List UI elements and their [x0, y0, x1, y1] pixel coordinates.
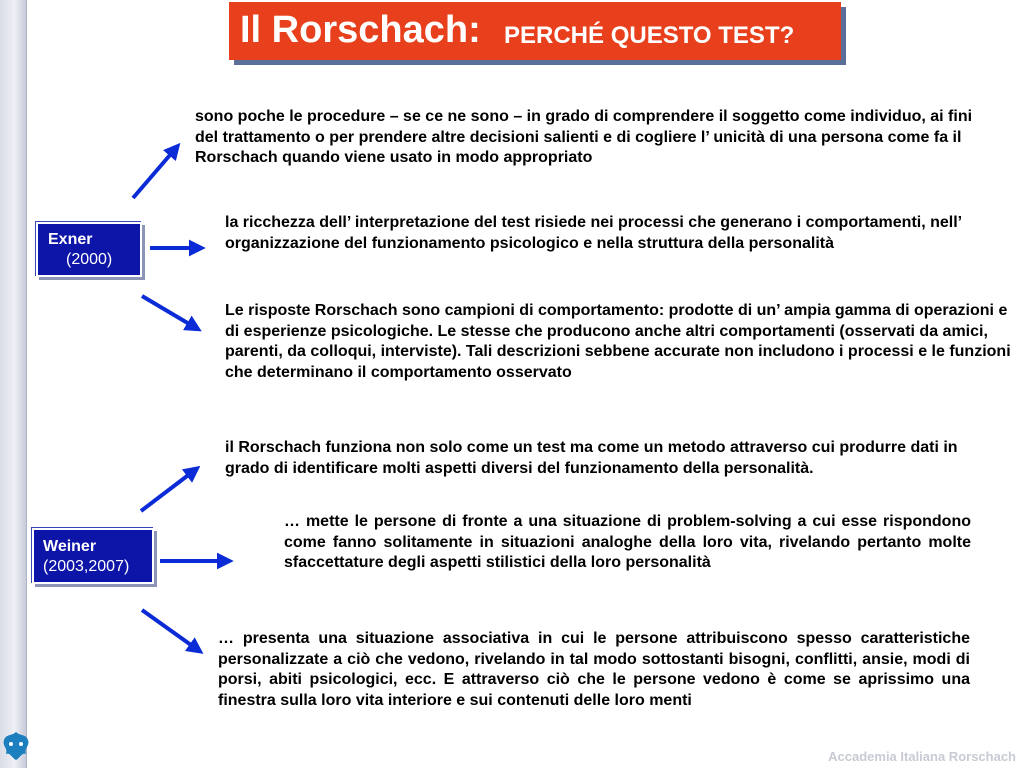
- arrow-weiner-up: [141, 470, 195, 511]
- title-main-text: Il Rorschach:: [240, 9, 481, 51]
- author-name: Exner: [48, 231, 93, 248]
- arrow-weiner-down: [142, 610, 198, 650]
- weiner-point-1: il Rorschach funziona non solo come un test ma come un metodo attraverso cui produrre dati in grado di identificare molti aspetti diversi del funzionamento della personalità.: [225, 439, 958, 477]
- author-year: (2000): [66, 251, 113, 268]
- arrow-exner-up: [133, 148, 176, 198]
- weiner-point-2: … mette le persone di fronte a una situazione di problem-solving a cui esse rispondono come fanno solitamente in situazioni analoghe della loro vita, rivelando pertanto molte sfaccettature degli aspetti stilistici della loro personalità: [284, 513, 971, 571]
- weiner-point-3: … presenta una situazione associativa in cui le persone attribuiscono spesso caratteristiche personalizzate a ciò che vedono, rivelando in tal modo sottostanti bisogni, conflitti, ansie, modi di porsi, abiti psicologici, ecc. E attraverso ciò che le persone vedono è come se aprissimo una finestra sulla loro vita interiore e sui contenuti delle loro menti: [218, 630, 970, 709]
- exner-point-3: Le risposte Rorschach sono campioni di comportamento: prodotte di un’ ampia gamma di operazioni e di esperienze psicologiche. Le stesse che producono anche altri comportamenti (osservati da amici, parenti, da colloqui, interviste). Tali descrizioni sebbene accurate non includono i processi e le funzioni che determinano il comportamento osservato: [225, 302, 1011, 381]
- author-year: (2003,2007): [43, 558, 130, 575]
- title-sub-text: PERCHÉ QUESTO TEST?: [504, 22, 795, 49]
- arrow-exner-down: [142, 296, 196, 328]
- exner-point-1: sono poche le procedure – se ce ne sono – in grado di comprendere il soggetto come individuo, ai fini del trattamento o per prendere altre decisioni salienti e di cogliere l’ unicità di una persona come fa il Rorschach quando viene usato in modo appropriato: [195, 108, 973, 166]
- footer-brand: Accademia Italiana Rorschach: [828, 749, 1016, 764]
- exner-point-2: la ricchezza dell’ interpretazione del test risiede nei processi che generano i comportamenti, nell’ organizzazione del funzionamento psicologico e nella struttura della personalità: [225, 214, 962, 252]
- author-name: Weiner: [43, 538, 97, 555]
